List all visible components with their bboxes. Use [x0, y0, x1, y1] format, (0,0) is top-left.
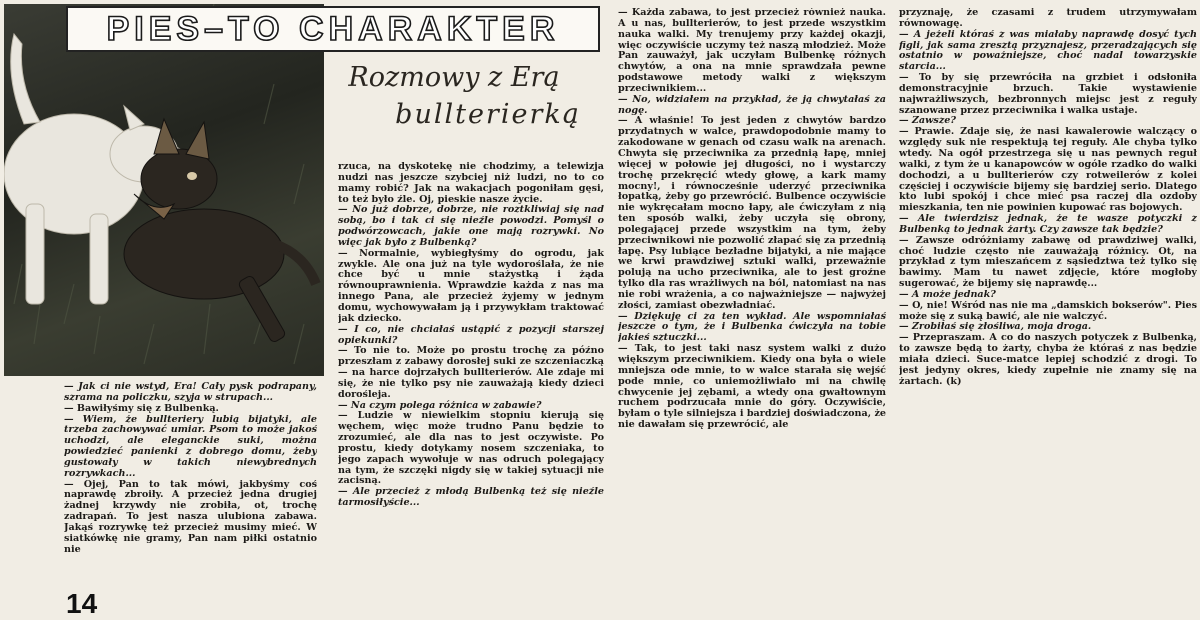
paragraph: — Dziękuję ci za ten wykład. Ale wspomniałaś jeszcze o tym, że i Bulbenka ćwiczyła na tobie jakieś sztuczki...: [618, 310, 886, 344]
dogs-photo: [4, 4, 324, 376]
text-column-4: [899, 8, 1197, 586]
article-title-box: [66, 6, 600, 52]
paragraph: — O, nie! Wśród nas nie ma „damskich bokserów". Pies może się z suką bawić, ale nie walczyć.: [899, 299, 1197, 322]
article-subtitle: [333, 62, 603, 157]
text-column-3: [618, 8, 886, 586]
paragraph: — Tak, to jest taki nasz system walki z dużo większym przeciwnikiem. Kiedy ona była o wiele mniejsza ode mnie, to w walce starała się wejść pode mnie, co uniemożliwiało mi na chwilę chwycenie jej zębami, a wtedy ona gwałtownym ruchem podrzucała mnie do góry. Oczywiście, byłam o tyle silniejsza i bardziej doświadczona, że nie dawałam się przewrócić, ale: [618, 343, 886, 431]
page-number: 14: [66, 588, 98, 619]
paragraph: — To by się przewróciła na grzbiet i odsłoniła demonstracyjnie brzuch. Takie wystawienie najwrażliwszych, bezbronnych miejsc jest z reguły szanowane przez przeciwnika i walka ustaje.: [899, 72, 1197, 116]
paragraph: — Bawiłyśmy się z Bulbenką.: [64, 402, 219, 414]
text-column-2: [338, 162, 604, 582]
paragraph: — Zrobiłaś się złośliwa, moja droga.: [899, 321, 1092, 333]
paragraph: — Jak ci nie wstyd, Era! Cały pysk podrapany, szrama na policzku, szyja w strupach...: [64, 382, 317, 403]
paragraph: — Ludzie w niewielkim stopniu kierują się węchem, więc może trudno Panu będzie to zrozumieć, ale dla nas to jest oczywiste. Po prostu, kiedy dotykamy nosem szczeniaka, to jego zapach wywołuje w nas odruch polegający na tym, że szczęki nigdy się w takiej sytuacji nie zacisną.: [338, 410, 604, 487]
paragraph: — Na czym polega różnica w zabawie?: [338, 399, 542, 411]
paragraph: — A może jednak?: [899, 288, 996, 300]
subtitle-line-2: bullterierką: [395, 99, 581, 130]
subtitle-line-1: Rozmowy z Erą: [348, 62, 560, 93]
paragraph: przyznaję, że czasami z trudem utrzymywałam równowagę.: [899, 8, 1197, 29]
text-column-1: [64, 382, 317, 584]
paragraph: — No już dobrze, dobrze, nie roztkliwiaj się nad sobą, bo i tak ci się nieźle powodzi. Pomyśl o podwórzowcach, jakie one mają rozrywki. No więc jak było z Bulbenką?: [338, 204, 604, 248]
paragraph: — Ojej, Pan to tak mówi, jakbyśmy coś naprawdę zbroiły. A przecież jedna drugiej żadnej krzywdy nie zrobiła, ot, trochę zadrapań. To jest nasza ulubiona zabawa. Jakąś rozrywkę też przecież musimy mieć. W siatkówkę nie gramy, Pan nam piłki ostatnio nie: [64, 478, 317, 555]
paragraph: — I co, nie chciałaś ustąpić z pozycji starszej opiekunki?: [338, 323, 604, 346]
paragraph: — Ale twierdzisz jednak, że te wasze potyczki z Bulbenką to jednak żarty. Czy zawsze tak będzie?: [899, 213, 1197, 235]
paragraph: — Zawsze?: [899, 115, 956, 127]
paragraph: — Przepraszam. A co do naszych potyczek z Bulbenką, to zawsze będą to żarty, chyba że któraś z nas będzie miała dzieci. Suce-matce lepiej schodzić z drogi. To jest jedyny okres, kiedy zupełnie nie znamy się na żartach. (k): [899, 332, 1197, 387]
paragraph: — Zawsze odróżniamy zabawę od prawdziwej walki, choć ludzie często nie zauważają różnicy. Ot, na przykład z tym mieszańcem z sąsiedztwa też tylko się bawimy. Mam tu nawet zdjęcie, które mogłoby sugerować, że bijemy się naprawdę...: [899, 234, 1197, 290]
dogs-photo-icon: [4, 4, 324, 376]
paragraph: — A jeżeli któraś z was miałaby naprawdę dosyć tych figli, jak sama zresztą przyznajesz, przeradzających się ostatnio w poważniejsze, choć nadal towarzyskie starcia...: [899, 28, 1197, 73]
article-title: PIES–TO CHARAKTER: [106, 9, 560, 48]
paragraph: — Ale przecież z młodą Bulbenką też się nieźle tarmosiłyście...: [338, 486, 604, 509]
paragraph: — Wiem, że bullteriery lubią bijatyki, ale trzeba zachowywać umiar. Psom to może jakoś uchodzi, ale eleganckie suki, można powiedzieć panienki z dobrego domu, żeby gustowały w takich niewybrednych rozrywkach...: [64, 413, 317, 479]
paragraph: — Prawie. Zdaje się, że nasi kawalerowie walczący o względy suk nie respektują tej reguły. Ale chyba tylko wtedy. Na ogół przestrzega się u nas pewnych reguł walki, z tym że u kanapowców w ogóle rzadko do walki dochodzi, a u bullterierów czy rotweilerów z kolei częściej i oczywiście bijemy się bardziej serio. Dlatego kto lubi spokój i chce mieć psa raczej dla ozdoby mieszkania, ten nie powinien kupować ras bojowych.: [899, 126, 1197, 214]
paragraph: — No, widziałem na przykład, że ją chwytałaś za nogę.: [618, 93, 886, 116]
paragraph: — Każda zabawa, to jest przecież również nauka. A u nas, bullterierów, to jest przede wszystkim nauka walki. My trenujemy przy każdej okazji, więc oczywiście uczymy też naszą młodzież. Może Pan zauważył, jak uczyłam Bulbenkę różnych chwytów, a ona na mnie sprawdzała pewne podstawowe metody walki z większym przeciwnikiem...: [618, 8, 886, 94]
paragraph: rzuca, na dyskotekę nie chodzimy, a telewizja nudzi nas jeszcze szybciej niż ludzi, no to co mamy robić? Jak na wakacjach pogoniłam gęsi, to też było źle. Oj, pieskie nasze życie.: [338, 162, 604, 205]
paragraph: — To nie to. Może po prostu trochę za późno przeszłam z zabawy dorosłej suki ze szczeniaczką — na harce dojrzałych bullterierów. Ale zdaje mi się, że nie tylko psy nie zauważają kiedy dzieci doroślejа.: [338, 345, 604, 400]
paragraph: — Normalnie, wybiegłyśmy do ogrodu, jak zwykle. Ale ona już na tyle wydoroślała, że nie chce być u mnie stażystką i żąda równouprawnienia. Wprawdzie każda z nas ma innego Pana, ale przecież żyjemy w jednym domu, wychowywałam ją i przywykłam traktować jak dziecko.: [338, 247, 604, 324]
paragraph: — A właśnie! To jest jeden z chwytów bardzo przydatnych w walce, prawdopodobnie mamy to zakodowane w genach od czasu walk na arenach. Chwyta się przeciwnika za przednią łapę, mniej więcej w połowie jej długości, no i wystarczy trochę przekręcić wtedy głowę, a kark mamy mocny!, i równocześnie uderzyć przeciwnika łopatką, żeby go przewrócić. Bulbence oczywiście nie wykręcałam mocno łapy, ale ćwiczyłam z nią ten sposób walki, żeby uczyła się obrony, polegającej przede wszystkim na tym, żeby przeciwnikowi nie pozwolić złapać się za przednią łapę. Psy lubiące bezładne bijatyki, a nie mające we krwi prawdziwej sztuki walki, przeważnie polują na ucho przeciwnika, ale to jest groźne tylko dla ras wrażliwych na ból, natomiast na nas nie robi wrażenia, a co najważniejsze — najwyżej złości, zamiast obezwładniać.: [618, 115, 886, 311]
